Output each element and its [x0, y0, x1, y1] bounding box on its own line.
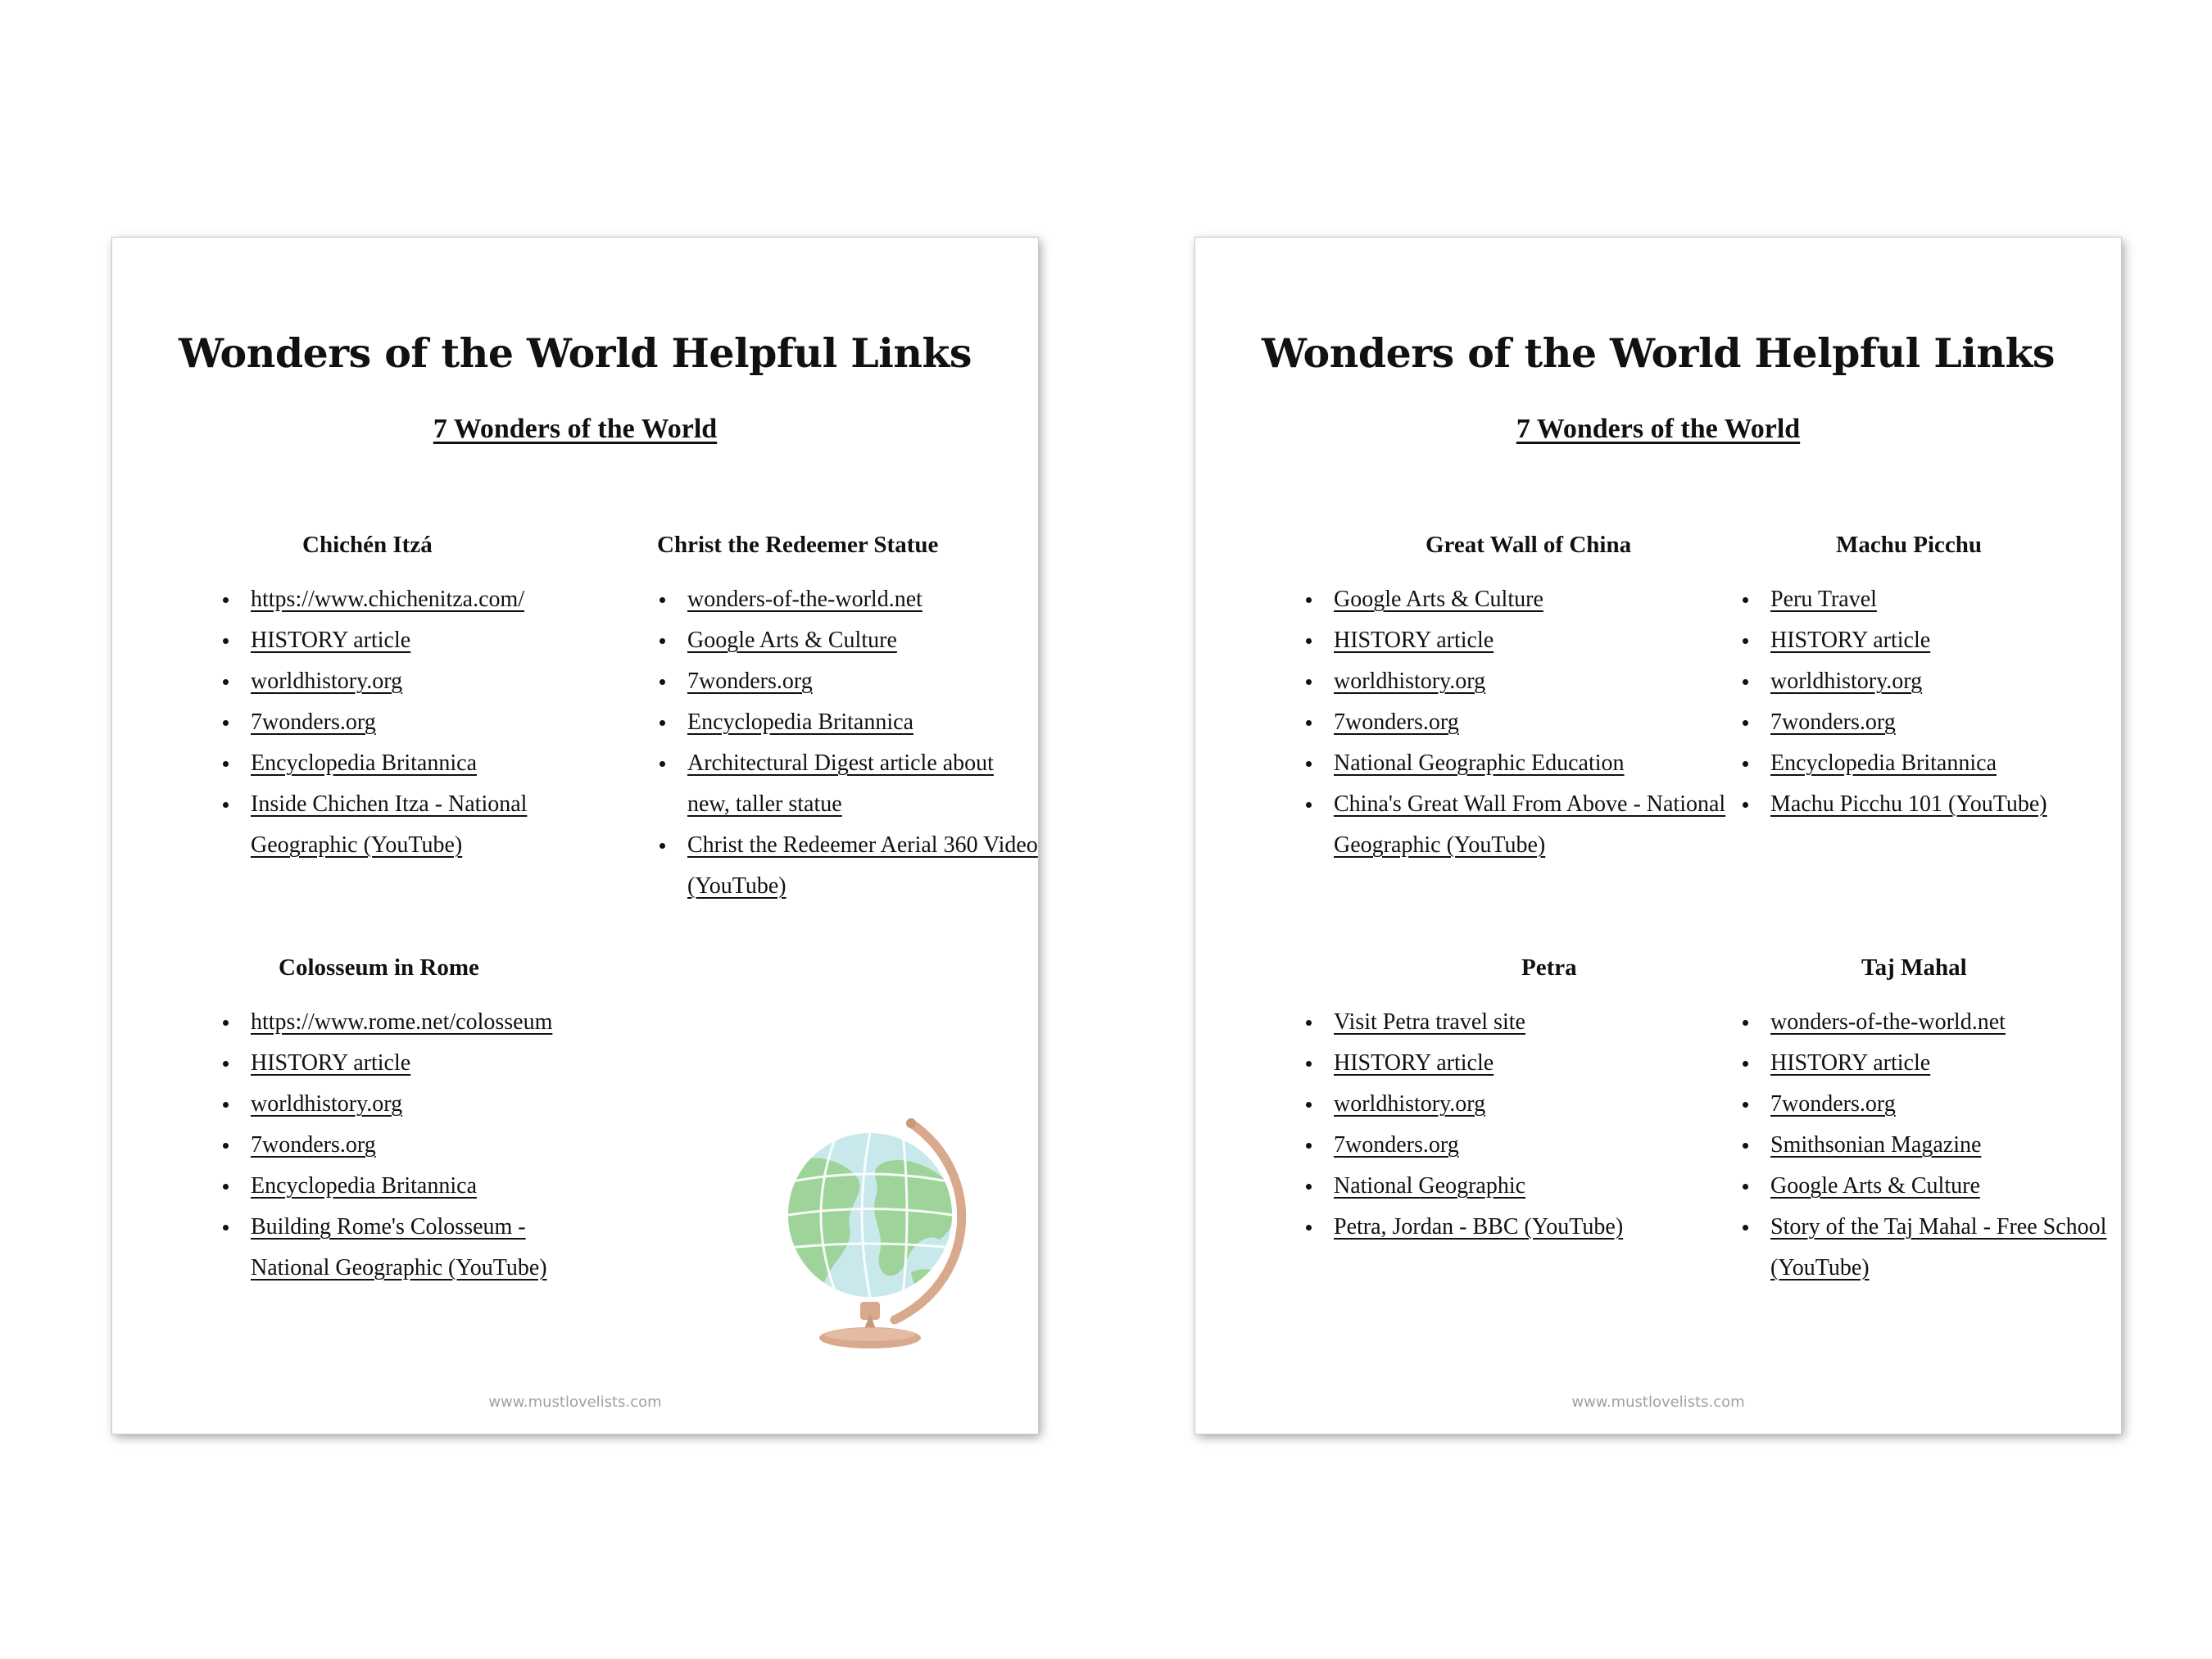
list-item [1740, 702, 2117, 743]
link[interactable]: Encyclopedia Britannica [251, 1173, 477, 1199]
list-item [657, 579, 1034, 620]
link[interactable]: Machu Picchu 101 (YouTube) [1770, 791, 2047, 817]
footer-url: www.mustlovelists.com [488, 1394, 662, 1411]
list-item [220, 1084, 679, 1125]
section-petra [1268, 952, 1727, 1248]
link[interactable]: wonders-of-the-world.net [687, 587, 922, 612]
globe-icon [788, 1117, 967, 1353]
link[interactable]: Story of the Taj Mahal - Free School (YouTube) [1770, 1214, 2107, 1281]
list-item [220, 743, 679, 784]
list-item [1303, 1207, 1727, 1248]
section-taj-mahal [1740, 952, 2117, 1289]
list-item [220, 1166, 679, 1207]
list-item [657, 743, 1031, 825]
list-item [220, 702, 679, 743]
footer-url: www.mustlovelists.com [1571, 1394, 1745, 1411]
list-item [1303, 661, 1727, 702]
list-item [220, 1207, 599, 1289]
link[interactable]: Google Arts & Culture [1770, 1173, 1980, 1199]
section-machu-picchu [1740, 529, 2117, 825]
link[interactable]: Inside Chichen Itza - National Geographic (YouTube) [251, 791, 528, 858]
link[interactable]: Google Arts & Culture [1334, 587, 1543, 612]
page-title: Wonders of the World Helpful Links [1262, 329, 2055, 377]
list-item [1303, 579, 1727, 620]
link[interactable]: Encyclopedia Britannica [251, 750, 477, 776]
link[interactable]: 7wonders.org [1770, 1091, 1896, 1117]
link[interactable]: Smithsonian Magazine [1770, 1132, 1982, 1158]
page-subtitle: 7 Wonders of the World [433, 414, 718, 444]
link[interactable]: 7wonders.org [251, 1132, 376, 1158]
section-chichen-itza [220, 529, 679, 866]
section-christ-the-redeemer [657, 529, 1038, 907]
link[interactable]: worldhistory.org [251, 669, 403, 694]
link[interactable]: Google Arts & Culture [687, 628, 897, 653]
list-item [657, 702, 1034, 743]
link[interactable]: China's Great Wall From Above - National Geographic (YouTube) [1334, 791, 1726, 858]
link[interactable]: 7wonders.org [1334, 1132, 1459, 1158]
list-item [1740, 579, 2117, 620]
link[interactable]: Christ the Redeemer Aerial 360 Video (YouTube) [687, 832, 1038, 899]
list-item [1740, 1166, 2117, 1207]
list-item [220, 620, 679, 661]
section-heading: Great Wall of China [1426, 532, 1632, 558]
link-list [1740, 1002, 2117, 1289]
list-item [1740, 1084, 2117, 1125]
link-list [1303, 579, 1727, 866]
section-heading: Taj Mahal [1861, 954, 1967, 981]
list-item [220, 1002, 679, 1043]
link-list [657, 579, 1038, 907]
section-heading: Machu Picchu [1836, 532, 1983, 558]
list-item [1740, 743, 2117, 784]
section-colosseum [220, 952, 679, 1289]
list-item [1303, 1125, 1727, 1166]
list-item [1303, 1084, 1727, 1125]
worksheet-page-1 [112, 238, 1038, 1434]
link-list [1303, 1002, 1727, 1248]
link[interactable]: Encyclopedia Britannica [687, 709, 913, 735]
list-item [1303, 702, 1727, 743]
list-item [1740, 784, 2117, 825]
section-great-wall [1268, 529, 1727, 866]
link[interactable]: https://www.chichenitza.com/ [251, 587, 525, 612]
link[interactable]: National Geographic Education [1334, 750, 1625, 776]
link[interactable]: National Geographic [1334, 1173, 1526, 1199]
link[interactable]: 7wonders.org [687, 669, 813, 694]
page-title: Wonders of the World Helpful Links [179, 329, 972, 377]
link-list [220, 1002, 679, 1289]
list-item [657, 620, 1034, 661]
list-item [1740, 1002, 2117, 1043]
list-item [220, 784, 595, 866]
list-item [657, 661, 1034, 702]
worksheet-page-2 [1195, 238, 2121, 1434]
list-item [1303, 1002, 1727, 1043]
link[interactable]: 7wonders.org [1334, 709, 1459, 735]
link[interactable]: Architectural Digest article about new, taller statue [687, 750, 994, 817]
link[interactable]: 7wonders.org [1770, 709, 1896, 735]
list-item [1740, 661, 2117, 702]
link[interactable]: worldhistory.org [1334, 1091, 1486, 1117]
list-item [1740, 620, 2117, 661]
page-subtitle: 7 Wonders of the World [1516, 414, 1801, 444]
link[interactable]: Petra, Jordan - BBC (YouTube) [1334, 1214, 1624, 1240]
link[interactable]: HISTORY article [251, 1050, 411, 1076]
section-heading: Petra [1521, 954, 1577, 981]
list-item [1303, 743, 1727, 784]
list-item [220, 1125, 679, 1166]
list-item [1740, 1043, 2117, 1084]
list-item [220, 661, 679, 702]
link[interactable]: worldhistory.org [1334, 669, 1486, 694]
link[interactable]: 7wonders.org [251, 709, 376, 735]
list-item [1303, 784, 1727, 866]
list-item [1303, 620, 1727, 661]
section-heading: Colosseum in Rome [279, 954, 479, 981]
link[interactable]: HISTORY article [1334, 628, 1494, 653]
link[interactable]: Encyclopedia Britannica [1770, 750, 1997, 776]
list-item [1303, 1043, 1727, 1084]
link[interactable]: HISTORY article [1334, 1050, 1494, 1076]
link[interactable]: Visit Petra travel site [1334, 1009, 1525, 1035]
list-item [220, 1043, 679, 1084]
link[interactable]: HISTORY article [1770, 628, 1931, 653]
link[interactable]: HISTORY article [1770, 1050, 1931, 1076]
link[interactable]: worldhistory.org [251, 1091, 403, 1117]
list-item [220, 579, 679, 620]
link[interactable]: wonders-of-the-world.net [1770, 1009, 2006, 1035]
link[interactable]: Building Rome's Colosseum - National Geographic (YouTube) [251, 1214, 547, 1281]
link-list [220, 579, 679, 866]
link[interactable]: HISTORY article [251, 628, 411, 653]
link[interactable]: https://www.rome.net/colosseum [251, 1009, 553, 1035]
link-list [1740, 579, 2117, 825]
list-item [1740, 1125, 2117, 1166]
section-heading: Christ the Redeemer Statue [657, 532, 939, 558]
list-item [1740, 1207, 2123, 1289]
section-heading: Chichén Itzá [302, 532, 433, 558]
link[interactable]: worldhistory.org [1770, 669, 1923, 694]
list-item [1303, 1166, 1727, 1207]
link[interactable]: Peru Travel [1770, 587, 1877, 612]
list-item [657, 825, 1040, 907]
